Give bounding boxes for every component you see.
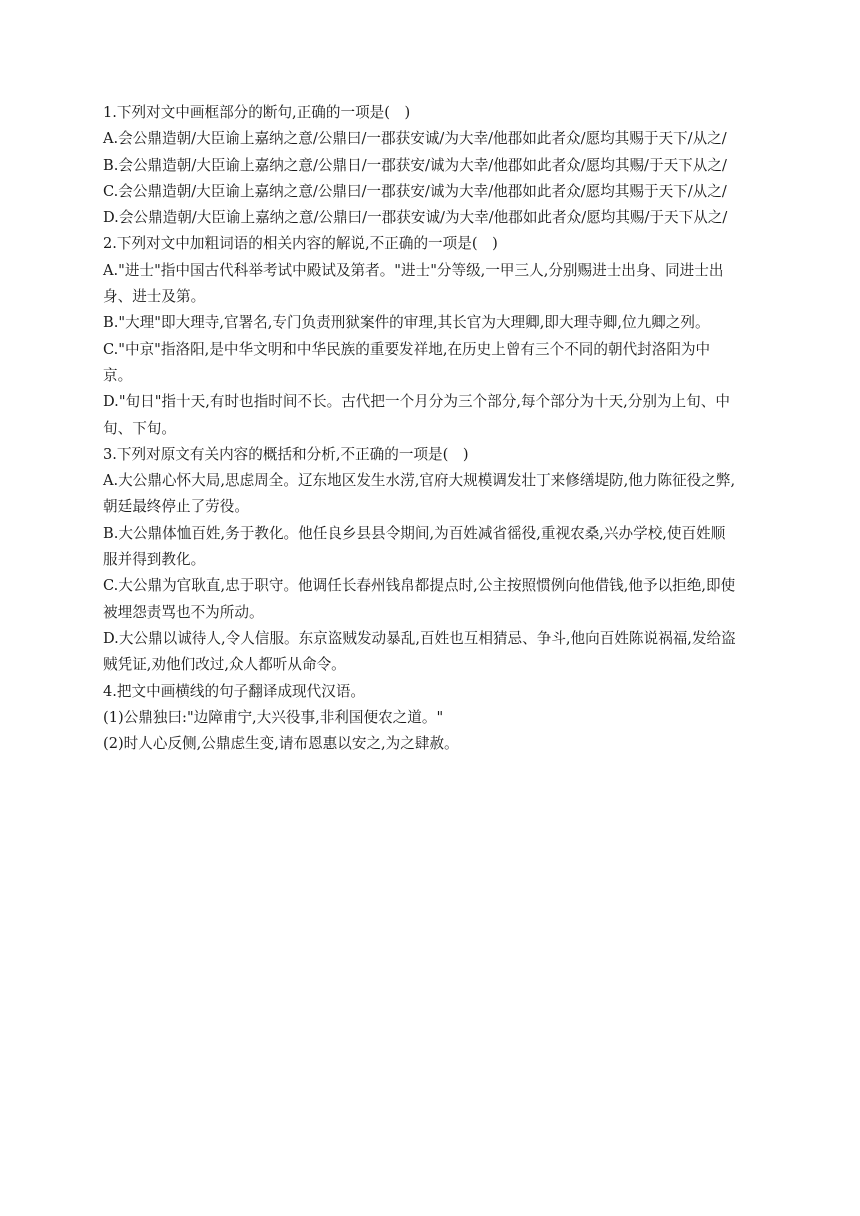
question-1-option-b: B.会公鼎造朝/大臣谕上嘉纳之意/公鼎日/一郡获安/诚为大幸/他郡如此者众/愿均其赐/于天下从之/ (103, 156, 727, 174)
question-2-option-c-cont: 京。 (103, 366, 133, 384)
question-3-option-b-cont: 服并得到教化。 (103, 551, 206, 569)
question-1-option-c: C.会公鼎造朝/大臣谕上嘉纳之意/公鼎曰/一郡获安/诚为大幸/他郡如此者众/愿均其赐于天下/从之/ (103, 182, 727, 200)
question-3-option-a: A.大公鼎心怀大局,思虑周全。辽东地区发生水涝,官府大规模调发壮丁来修缮堤防,他力陈征役之弊, (103, 472, 736, 490)
question-1-stem: 1.下列对文中画框部分的断句,正确的一项是( ) (103, 104, 411, 121)
section-3-heading (103, 757, 763, 783)
document-body (103, 100, 763, 1024)
question-4-sentence-1: (1)公鼎独曰:"边障甫宁,大兴役事,非利国便农之道。" (103, 708, 444, 726)
passage-paragraph-2-line-1 (103, 847, 763, 877)
question-3-option-d: D.大公鼎以诚待人,令人信服。东京盗贼发动暴乱,百姓也互相猜忌、争斗,他向百姓陈说祸福,发给盗 (103, 629, 736, 647)
passage-paragraph-3-line-1 (103, 935, 763, 965)
question-4-sentence-2: (2)时人心反侧,公鼎虑生变,请布恩惠以安之,为之肆赦。 (103, 735, 459, 753)
question-1-option-a: A.会公鼎造朝/大臣谕上嘉纳之意/公鼎曰/一郡获安诚/为大幸/他郡如此者众/愿均其赐于天下/从之/ (103, 130, 727, 148)
passage-paragraph-1-line-2 (103, 817, 763, 847)
question-3-stem: 3.下列对原文有关内容的概括和分析,不正确的一项是( ) (103, 445, 469, 463)
question-2-stem: 2.下列对文中加粗词语的相关内容的解说,不正确的一项是( ) (103, 235, 498, 253)
passage-paragraph-3-line-3 (103, 994, 763, 1024)
question-2-option-d-cont: 旬、下旬。 (103, 419, 176, 437)
question-3-option-c-cont: 被埋怨责骂也不为所动。 (103, 603, 264, 621)
question-2-option-b: B."大理"即大理寺,官署名,专门负责刑狱案件的审理,其长官为大理卿,即大理寺卿,位九卿之列。 (103, 314, 710, 332)
passage-paragraph-1-line-1 (103, 788, 763, 818)
question-2-option-c: C."中京"指洛阳,是中华文明和中华民族的重要发祥地,在历史上曾有三个不同的朝代封洛阳为中 (103, 340, 711, 358)
passage-paragraph-3-line-2 (103, 965, 763, 995)
question-3-option-b: B.大公鼎体恤百姓,务于教化。他任良乡县县令期间,为百姓减省徭役,重视农桑,兴办学校,使百姓顺 (103, 524, 726, 542)
question-2-option-a-cont: 身、进士及第。 (103, 288, 206, 306)
question-2-option-a: A."进士"指中国古代科举考试中殿试及第者。"进士"分等级,一甲三人,分别赐进士出身、同进士出 (103, 261, 724, 279)
question-2-option-d: D."旬日"指十天,有时也指时间不长。古代把一个月分为三个部分,每个部分为十天,分别为上旬、中 (103, 393, 730, 411)
question-1-option-d: D.会公鼎造朝/大臣谕上嘉纳之意/公鼎曰/一郡获安诚/为大幸/他郡如此者众/愿均其赐/于天下从之/ (103, 209, 728, 227)
question-3-option-d-cont: 贼凭证,劝他们改过,众人都听从命令。 (103, 656, 346, 674)
question-3-option-c: C.大公鼎为官耿直,忠于职守。他调任长春州钱帛都提点时,公主按照惯例向他借钱,他予以拒绝,即使 (103, 577, 736, 595)
question-4-stem: 4.把文中画横线的句子翻译成现代汉语。 (103, 682, 366, 700)
question-3-option-a-cont: 朝廷最终停止了劳役。 (103, 498, 249, 516)
passage-paragraph-2-line-2 (103, 876, 763, 906)
passage-paragraph-2-line-3 (103, 906, 763, 936)
